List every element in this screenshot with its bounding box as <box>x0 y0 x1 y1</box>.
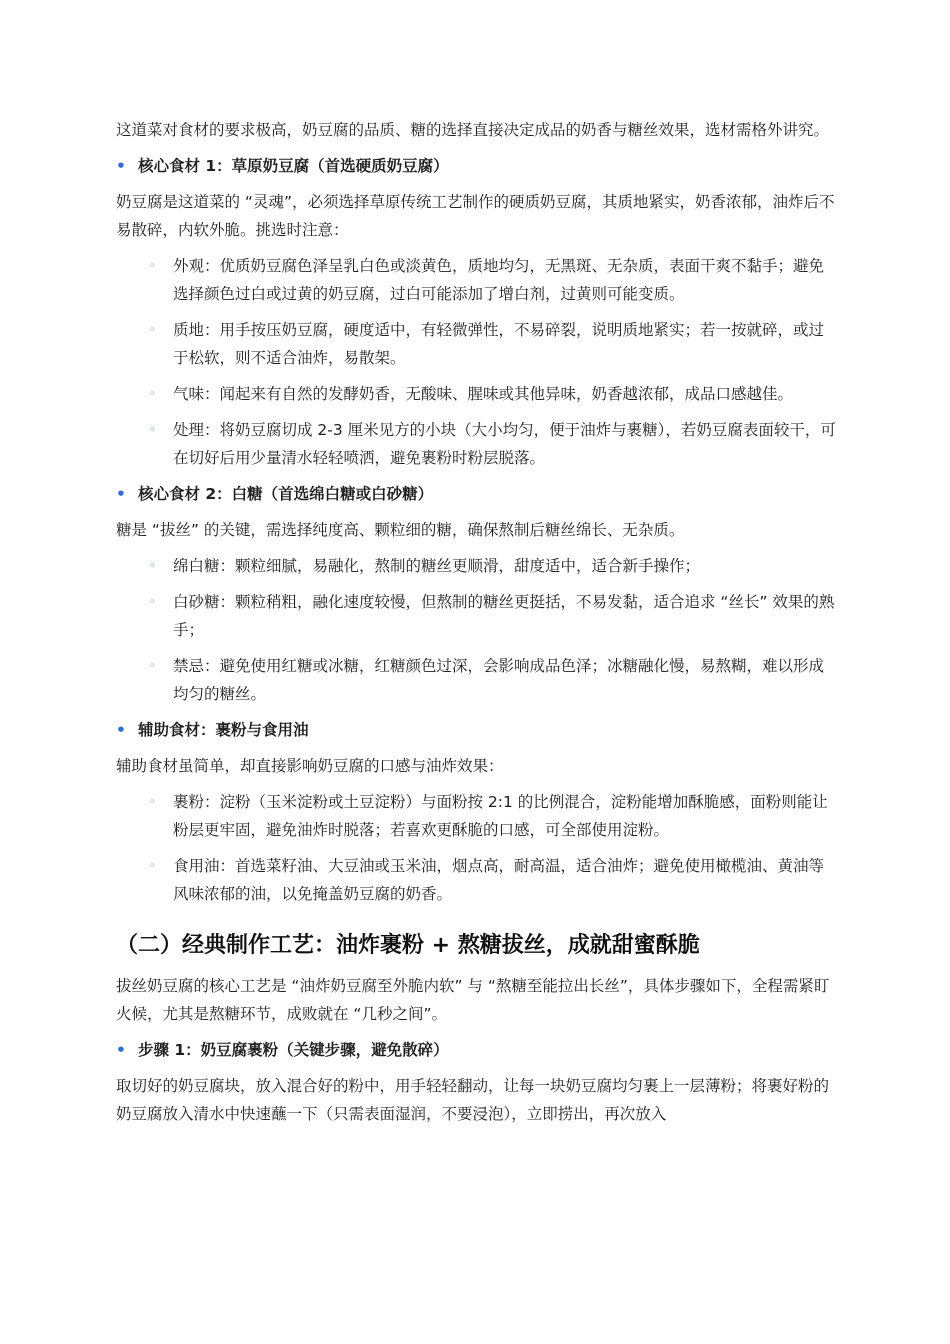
list-item: ◦ 白砂糖：颗粒稍粗，融化速度较慢，但熬制的糖丝更挺括，不易发黏，适合追求 “丝长” 效果的熟手； <box>116 588 838 644</box>
core1-heading <box>116 152 838 180</box>
core2-heading <box>116 480 838 508</box>
sub-bullet-icon: ◦ <box>149 259 156 272</box>
bullet-icon: • <box>116 721 126 739</box>
aux-heading <box>116 716 838 744</box>
sub-bullet-icon: ◦ <box>149 859 156 872</box>
list-item: ◦ 绵白糖：颗粒细腻，易融化，熬制的糖丝更顺滑，甜度适中，适合新手操作； <box>116 552 838 580</box>
list-item: ◦ 质地：用手按压奶豆腐，硬度适中，有轻微弹性，不易碎裂，说明质地紧实；若一按就碎，或过于松软，则不适合油炸，易散架。 <box>116 316 838 372</box>
section2-description: 拔丝奶豆腐的核心工艺是 “油炸奶豆腐至外脆内软” 与 “熬糖至能拉出长丝”，具体步骤如下，全程需紧盯火候，尤其是熬糖环节，成败就在 “几秒之间”。 <box>116 977 830 1023</box>
step1-heading <box>116 1036 838 1064</box>
sub-bullet-icon: ◦ <box>149 659 156 672</box>
sub-bullet-icon: ◦ <box>149 595 156 608</box>
list-item: ◦ 气味：闻起来有自然的发酵奶香，无酸味、腥味或其他异味，奶香越浓郁，成品口感越佳。 <box>116 380 838 408</box>
sub-bullet-icon: ◦ <box>149 387 156 400</box>
sub-bullet-icon: ◦ <box>149 423 156 436</box>
list-item: ◦ 处理：将奶豆腐切成 2-3 厘米见方的小块（大小均匀，便于油炸与裹糖），若奶豆腐表面较干，可在切好后用少量清水轻轻喷洒，避免裹粉时粉层脱落。 <box>116 416 838 472</box>
core2-description: 糖是 “拔丝” 的关键，需选择纯度高、颗粒细的糖，确保熬制后糖丝绵长、无杂质。 <box>116 521 685 539</box>
sub-bullet-icon: ◦ <box>149 323 156 336</box>
core1-heading-text: 核心食材 1：草原奶豆腐（首选硬质奶豆腐） <box>138 157 449 175</box>
core2-list <box>116 552 838 708</box>
aux-heading-text: 辅助食材：裹粉与食用油 <box>138 721 309 739</box>
bullet-icon: • <box>116 1041 126 1059</box>
step1-description: 取切好的奶豆腐块，放入混合好的粉中，用手轻轻翻动，让每一块奶豆腐均匀裹上一层薄粉；将裹好粉的奶豆腐放入清水中快速蘸一下（只需表面湿润，不要浸泡），立即捞出，再次放入 <box>116 1077 830 1123</box>
list-item: ◦ 外观：优质奶豆腐色泽呈乳白色或淡黄色，质地均匀，无黑斑、无杂质，表面干爽不黏手；避免选择颜色过白或过黄的奶豆腐，过白可能添加了增白剂，过黄则可能变质。 <box>116 252 838 308</box>
step1-heading-text: 步骤 1：奶豆腐裹粉（关键步骤，避免散碎） <box>138 1041 449 1059</box>
list-item: ◦ 裹粉：淀粉（玉米淀粉或土豆淀粉）与面粉按 2:1 的比例混合，淀粉能增加酥脆感，面粉则能让粉层更牢固，避免油炸时脱落；若喜欢更酥脆的口感，可全部使用淀粉。 <box>116 788 838 844</box>
core2-heading-text: 核心食材 2：白糖（首选绵白糖或白砂糖） <box>138 485 434 503</box>
list-item: ◦ 禁忌：避免使用红糖或冰糖，红糖颜色过深，会影响成品色泽；冰糖融化慢，易熬糊，难以形成均匀的糖丝。 <box>116 652 838 708</box>
step1-section <box>116 1036 838 1064</box>
intro-paragraph: 这道菜对食材的要求极高，奶豆腐的品质、糖的选择直接决定成品的奶香与糖丝效果，选材需格外讲究。 <box>116 121 830 139</box>
list-item: ◦ 食用油：首选菜籽油、大豆油或玉米油，烟点高，耐高温，适合油炸；避免使用橄榄油、黄油等风味浓郁的油，以免掩盖奶豆腐的奶香。 <box>116 852 838 908</box>
document-page <box>116 116 838 1136</box>
section2-title: （二）经典制作工艺：油炸裹粉 + 熬糖拔丝，成就甜蜜酥脆 <box>116 933 700 958</box>
sub-bullet-icon: ◦ <box>149 795 156 808</box>
core1-list <box>116 252 838 472</box>
core2-section <box>116 480 838 508</box>
bullet-icon: • <box>116 157 126 175</box>
sub-bullet-icon: ◦ <box>149 559 156 572</box>
core1-description: 奶豆腐是这道菜的 “灵魂”，必须选择草原传统工艺制作的硬质奶豆腐，其质地紧实，奶香浓郁，油炸后不易散碎，内软外脆。挑选时注意： <box>116 193 835 239</box>
aux-description: 辅助食材虽简单，却直接影响奶豆腐的口感与油炸效果： <box>116 757 504 775</box>
core1-section <box>116 152 838 180</box>
aux-section <box>116 716 838 744</box>
bullet-icon: • <box>116 485 126 503</box>
aux-list <box>116 788 838 908</box>
